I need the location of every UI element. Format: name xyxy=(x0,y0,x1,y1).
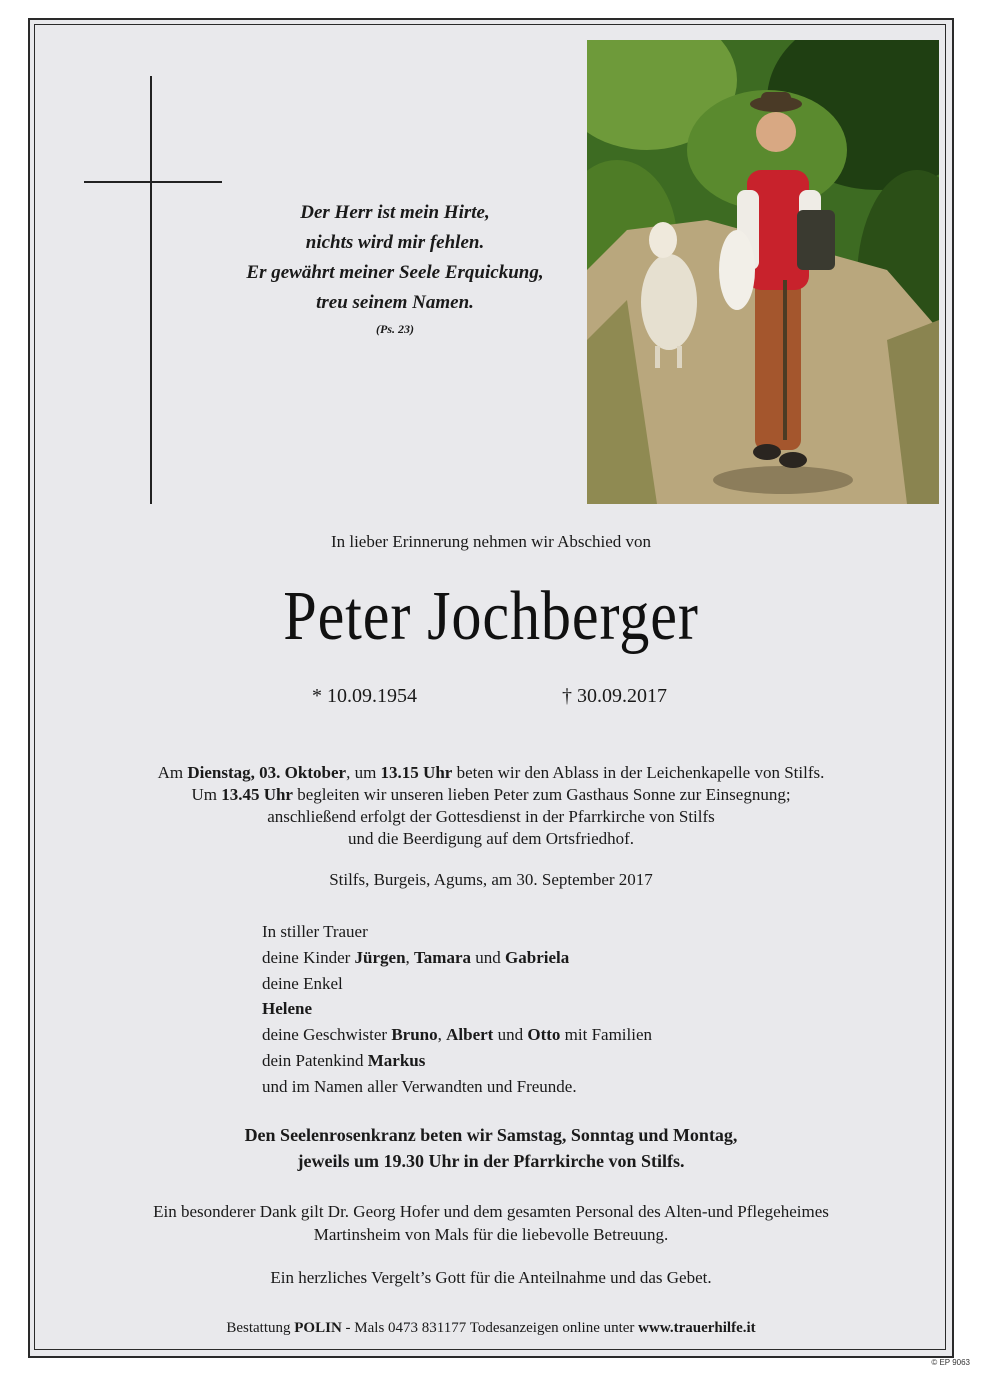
text: deine Kinder xyxy=(262,947,355,967)
psalm-reference: (Ps. 23) xyxy=(376,322,414,336)
text: dein Patenkind xyxy=(262,1050,368,1070)
rosary-line: Den Seelenrosenkranz beten wir Samstag, Sonntag und Montag, xyxy=(244,1125,738,1145)
mourner-line xyxy=(262,1022,822,1048)
text-bold: 13.45 Uhr xyxy=(221,785,293,804)
place-and-date: Stilfs, Burgeis, Agums, am 30. September 2017 xyxy=(329,870,653,889)
deceased-name: Peter Jochberger xyxy=(283,578,699,655)
text: begleiten wir unseren lieben Peter zum Gasthaus Sonne zur Einsegnung; xyxy=(292,785,791,804)
rosary-line: jeweils um 19.30 Uhr in der Pfarrkirche von Stilfs. xyxy=(297,1151,685,1171)
cross-horizontal-bar xyxy=(84,181,222,183)
announcement-line xyxy=(0,762,982,784)
portrait-photo xyxy=(587,40,939,504)
text-bold: Jürgen xyxy=(354,947,406,967)
text: beten wir den Ablass in der Leichenkapelle von Stilfs. xyxy=(452,763,825,782)
website-link[interactable]: www.trauerhilfe.it xyxy=(638,1320,756,1336)
funeral-announcement xyxy=(0,762,982,850)
psalm-line: nichts wird mir fehlen. xyxy=(305,232,485,253)
text: Bestattung xyxy=(226,1320,295,1336)
psalm-line: treu seinem Namen. xyxy=(316,292,474,313)
portrait-illustration xyxy=(587,40,939,504)
text: - Mals 0473 831177 Todesanzeigen online unter xyxy=(341,1320,639,1336)
text: , xyxy=(437,1025,447,1045)
text-bold: Otto xyxy=(527,1025,561,1045)
mourner-line xyxy=(262,996,822,1022)
text: deine Geschwister xyxy=(262,1025,392,1045)
mourner-line: deine Enkel xyxy=(262,973,343,993)
text-bold: 13.15 Uhr xyxy=(380,763,453,782)
death-date: † 30.09.2017 xyxy=(562,685,667,707)
text-bold: Helene xyxy=(262,999,313,1019)
mourners-list xyxy=(262,919,822,1100)
mourner-line xyxy=(262,945,822,971)
text: mit Familien xyxy=(560,1025,653,1045)
psalm-quote xyxy=(200,198,590,338)
text-bold: Gabriela xyxy=(505,947,570,967)
document-code: © EP 9063 xyxy=(931,1358,970,1367)
birth-date: * 10.09.1954 xyxy=(312,685,417,707)
psalm-line: Er gewährt meiner Seele Erquickung, xyxy=(246,262,544,283)
text: und xyxy=(471,947,506,967)
thanks-text xyxy=(0,1200,982,1246)
text-bold: Tamara xyxy=(414,947,472,967)
text-bold: POLIN xyxy=(294,1320,342,1336)
mourner-line: und im Namen aller Verwandten und Freunde. xyxy=(262,1076,577,1096)
mourner-line: In stiller Trauer xyxy=(262,922,368,941)
closing-thanks: Ein herzliches Vergelt’s Gott für die Anteilnahme und das Gebet. xyxy=(270,1268,712,1287)
announcement-line: anschließend erfolgt der Gottesdienst in der Pfarrkirche von Stilfs xyxy=(267,807,715,826)
text: Am xyxy=(157,763,188,782)
text-bold: Albert xyxy=(446,1025,494,1045)
text-bold: Bruno xyxy=(391,1025,438,1045)
thanks-line: Ein besonderer Dank gilt Dr. Georg Hofer und dem gesamten Personal des Alten-und Pflegeheimes xyxy=(153,1202,829,1221)
thanks-line: Martinsheim von Mals für die liebevolle Betreuung. xyxy=(313,1225,669,1244)
text: , um xyxy=(346,763,381,782)
text: Um xyxy=(191,785,222,804)
text: und xyxy=(493,1025,528,1045)
text-bold: Markus xyxy=(367,1050,426,1070)
psalm-line: Der Herr ist mein Hirte, xyxy=(300,202,490,223)
text-bold: Dienstag, 03. Oktober xyxy=(187,763,347,782)
announcement-line: und die Beerdigung auf dem Ortsfriedhof. xyxy=(347,829,635,848)
text: , xyxy=(405,947,415,967)
funeral-home-footer xyxy=(0,1320,982,1337)
rosary-notice xyxy=(0,1122,982,1174)
intro-text: In lieber Erinnerung nehmen wir Abschied von xyxy=(330,532,652,551)
cross-vertical-bar xyxy=(150,76,152,504)
announcement-line xyxy=(0,784,982,806)
mourner-line xyxy=(262,1048,822,1074)
